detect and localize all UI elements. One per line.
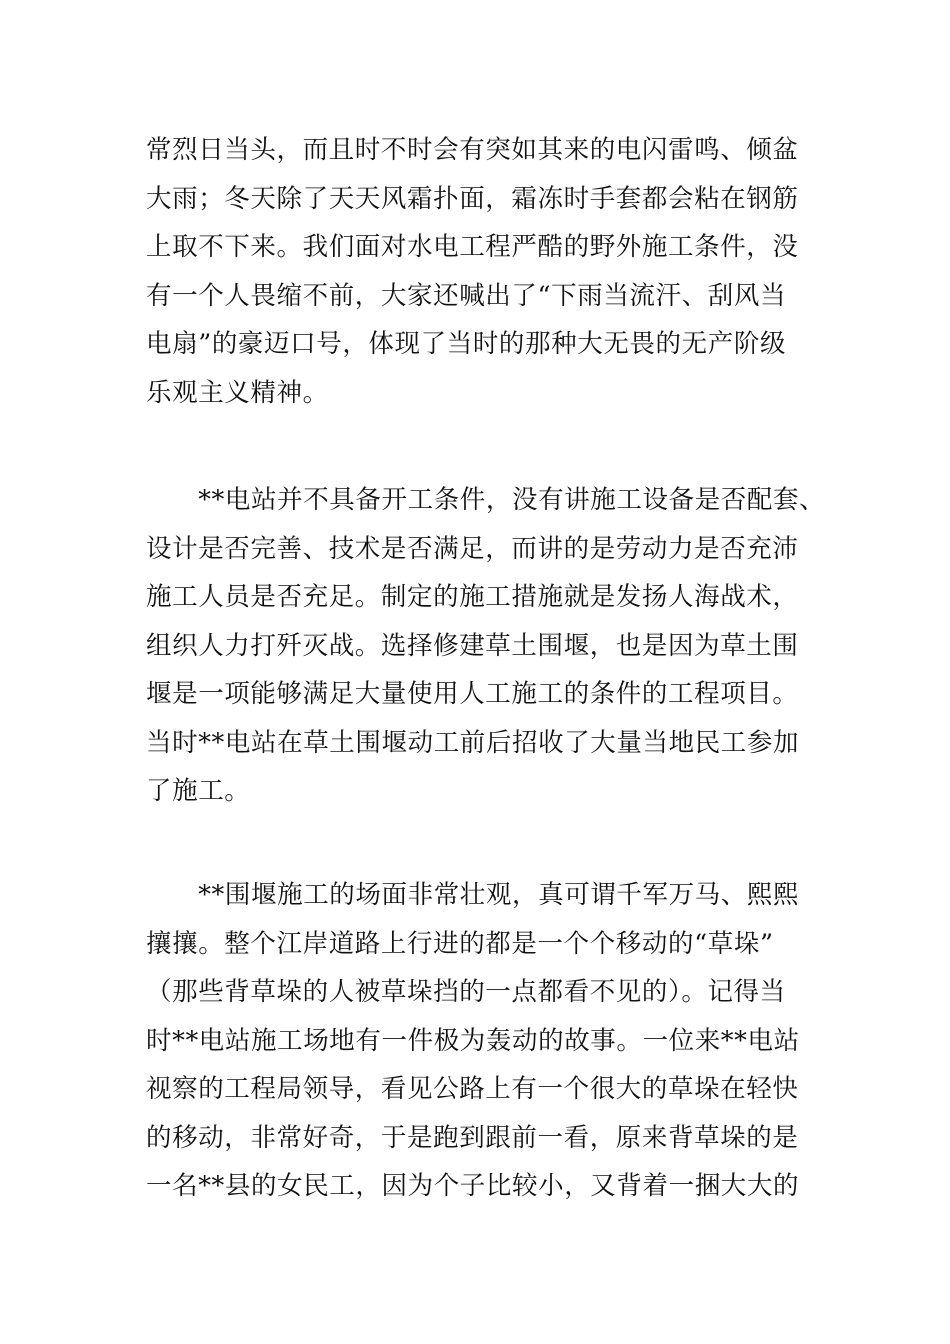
text-line: 的移动，非常好奇，于是跑到跟前一看，原来背草垛的是 (146, 1122, 799, 1153)
text-line: （那些背草垛的人被草垛挡的一点都看不见的）。记得当 (146, 977, 786, 1007)
text-line: 乐观主义精神。 (146, 377, 329, 408)
text-line: 有一个人畏缩不前，大家还喊出了“下雨当流汗、刮风当 (146, 280, 787, 311)
text-line: 电扇”的豪迈口号，体现了当时的那种大无畏的无产阶级 (146, 329, 787, 359)
text-line: 当时**电站在草土围堰动工前后招收了大量当地民工参加 (146, 727, 800, 758)
text-line: 组织人力打歼灭战。选择修建草土围堰，也是因为草土围 (146, 630, 799, 661)
text-line: 堰是一项能够满足大量使用人工施工的条件的工程项目。 (146, 679, 799, 709)
text-line: **围堰施工的场面非常壮观，真可谓千军万马、熙熙 (146, 880, 800, 910)
paragraph-2 (146, 476, 836, 816)
text-line: 攘攘。整个江岸道路上行进的都是一个个移动的“草垛” (146, 928, 774, 959)
text-line: 视察的工程局领导，看见公路上有一个很大的草垛在轻快 (146, 1074, 799, 1104)
text-line: 上取不下来。我们面对水电工程严酷的野外施工条件，没 (146, 232, 799, 262)
text-line: **电站并不具备开工条件，没有讲施工设备是否配套、 (146, 485, 826, 515)
text-line: 大雨；冬天除了天天风霜扑面，霜冻时手套都会粘在钢筋 (146, 183, 799, 214)
text-line: 一名**县的女民工，因为个子比较小，又背着一捆大大的 (146, 1171, 800, 1201)
paragraph-1 (146, 126, 836, 417)
paragraph-3 (146, 871, 836, 1211)
text-line: 了施工。 (146, 776, 251, 806)
text-line: 常烈日当头，而且时不时会有突如其来的电闪雷鸣、倾盆 (146, 135, 799, 165)
text-line: 时**电站施工场地有一件极为轰动的故事。一位来**电站 (146, 1025, 800, 1056)
text-line: 设计是否完善、技术是否满足，而讲的是劳动力是否充沛 (146, 533, 799, 564)
text-line: 施工人员是否充足。制定的施工措施就是发扬人海战术， (146, 582, 799, 612)
